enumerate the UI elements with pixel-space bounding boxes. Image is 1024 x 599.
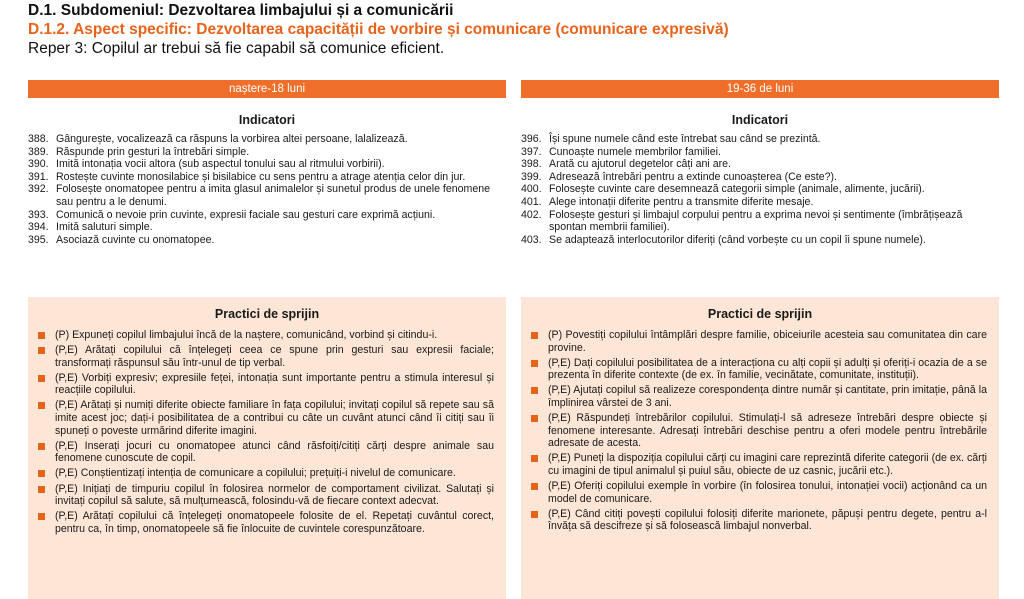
square-bullet-icon [531, 415, 538, 422]
indicators-title-left: Indicatori [238, 113, 296, 127]
subdomain-title: D.1. Subdomeniul: Dezvoltarea limbajului și a comunicării [28, 2, 454, 19]
square-bullet-icon [531, 387, 538, 394]
indicators-list-right [521, 133, 999, 246]
practices-panel-right [521, 297, 999, 599]
indicator-item: 395. Asociază cuvinte cu onomatopee. [28, 233, 215, 246]
practice-item: (P,E) Dați copilului posibilitatea de a interacționa cu alți copii și adulți și oferiți-i ocazia de a se prezenta în diferite contexte (de ex. în familie, vecinătate, comunitate, instituții). [531, 357, 987, 382]
indicator-item: 392. Folosește onomatopee pentru a imita glasul animalelor și sunetul produs de unele fenomene sau pentru a le denumi. [28, 183, 491, 208]
practice-item: (P,E) Arătați copilului că înțelegeți ceea ce spune prin gesturi sau expresii faciale; transformați răspunsul său într-unul de tip verbal. [38, 344, 494, 369]
practice-item: (P,E) Vorbiți expresiv; expresiile feței, intonația sunt importante pentru a stimula interesul și reacțiile copilului. [38, 372, 494, 397]
practice-item: (P,E) Inițiați de timpuriu copilul în folosirea normelor de comportament civilizat. Salutați și invitați copilul să salute, să mulțumească, folosindu-vă de fiecare context adecvat. [38, 483, 494, 508]
square-bullet-icon [531, 360, 538, 367]
indicator-item: 403. Se adaptează interlocutorilor diferiți (când vorbește cu un copil îi spune numele). [521, 233, 926, 246]
practice-item: (P) Povestiți copilului întâmplări despre familie, obiceiurile acesteia sau comunitatea din care provine. [531, 329, 987, 354]
practice-item: (P,E) Răspundeți întrebărilor copilului. Stimulați-l să adreseze întrebări despre obiecte și fenomene interesante. Adresați întrebări deschise pentru a oferi modele pentru întrebările adresate de acesta. [531, 412, 987, 450]
indicator-item: 397. Cunoaște numele membrilor familiei. [521, 145, 721, 158]
indicator-item: 402. Folosește gesturi și limbajul corpului pentru a exprima nevoi și sentimente (îmbrățișează spontan membrii familiei). [521, 208, 963, 234]
indicator-item: 389. Răspunde prin gesturi la întrebări simple. [28, 145, 250, 158]
square-bullet-icon [531, 455, 538, 462]
left-column [28, 80, 506, 246]
practice-item: (P,E) Puneți la dispoziția copilului cărți cu imagini care reprezintă diferite categorii (de ex. cărți cu imagini de tipul animalul și puiul său, obiecte de uz casnic, jucării etc.). [531, 452, 987, 477]
aspect-title: D.1.2. Aspect specific: Dezvoltarea capacității de vorbire și comunicare (comunicare expresivă) [28, 21, 729, 38]
reper-title: Reper 3: Copilul ar trebui să fie capabil să comunice eficient. [28, 40, 445, 57]
indicator-item: 390. Imită intonația vocii altora (sub aspectul tonului sau al ritmului vorbirii). [28, 158, 385, 171]
practice-item: (P,E) Inserați jocuri cu onomatopee atunci când răsfoiți/citiți cărți despre animale sau fenomene cunoscute de copil. [38, 440, 494, 465]
age-band-left: naștere-18 luni [28, 80, 506, 98]
indicator-item: 394. Imită saluturi simple. [28, 221, 153, 234]
indicator-item: 401. Alege intonații diferite pentru a transmite diferite mesaje. [521, 195, 814, 208]
practices-panel-left [28, 297, 506, 599]
indicator-item: 393. Comunică o nevoie prin cuvinte, expresii faciale sau gesturi care exprimă acțiuni. [28, 208, 436, 221]
practice-item: (P,E) Când citiți povești copilului folosiți diferite marionete, păpuși pentru degete, pentru a-l învăța să descifreze și să folosească limbajul nonverbal. [531, 508, 987, 533]
practice-item: (P,E) Arătați copilului că înțelegeți onomatopeele folosite de el. Repetați cuvântul corect, pentru ca, în timp, onomatopeele să fie înlocuite de cuvintele corespunzătoare. [38, 510, 494, 535]
right-column [521, 80, 999, 246]
indicator-item: 399. Adresează întrebări pentru a extinde cunoașterea (Ce este?). [521, 170, 837, 183]
indicator-item: 388. Gângurește, vocalizează ca răspuns la vorbirea altei persoane, lalalizează. [28, 133, 408, 145]
square-bullet-icon [38, 375, 45, 382]
practice-item: (P,E) Arătați și numiți diferite obiecte familiare în fața copilului; invitați copilul să repete sau să imite acest joc; dați-i posibilitatea de a contribui cu câte un cuvânt atunci când îi citiți sau îi spuneți o poveste urmărind diferite imagini. [38, 399, 494, 437]
practices-title-left: Practici de sprijin [214, 307, 320, 321]
practices-list-right [521, 329, 999, 533]
square-bullet-icon [531, 483, 538, 490]
practice-item: (P,E) Conștientizați intenția de comunicare a copilului; prețuiți-i nivelul de comunicare. [38, 467, 494, 480]
square-bullet-icon [531, 332, 538, 339]
age-band-right: 19-36 de luni [521, 80, 999, 98]
square-bullet-icon [38, 347, 45, 354]
square-bullet-icon [38, 470, 45, 477]
practices-list-left [28, 329, 506, 535]
square-bullet-icon [38, 402, 45, 409]
practice-item: (P,E) Ajutați copilul să realizeze corespondența dintre număr și cantitate, prin imitație, până la împlinirea vârstei de 3 ani. [531, 384, 987, 409]
practices-title-right: Practici de sprijin [707, 307, 813, 321]
square-bullet-icon [38, 443, 45, 450]
square-bullet-icon [38, 332, 45, 339]
indicators-title-right: Indicatori [731, 113, 789, 127]
square-bullet-icon [38, 513, 45, 520]
indicator-item: 391. Rostește cuvinte monosilabice și bisilabice cu sens pentru a atrage atenția celor din jur. [28, 170, 466, 183]
indicator-item: 398. Arată cu ajutorul degetelor câți ani are. [521, 158, 731, 171]
indicator-item: 396. Își spune numele când este întrebat sau când se prezintă. [521, 133, 821, 145]
indicator-item: 400. Folosește cuvinte care desemnează categorii simple (animale, alimente, jucării). [521, 183, 925, 196]
indicators-list-left [28, 133, 506, 246]
practice-item: (P) Expuneți copilul limbajului încă de la naștere, comunicând, vorbind și citindu-i. [38, 329, 494, 342]
square-bullet-icon [531, 511, 538, 518]
square-bullet-icon [38, 486, 45, 493]
practice-item: (P,E) Oferiți copilului exemple în vorbire (în folosirea tonului, intonației vocii) acționând ca un model de comunicare. [531, 480, 987, 505]
